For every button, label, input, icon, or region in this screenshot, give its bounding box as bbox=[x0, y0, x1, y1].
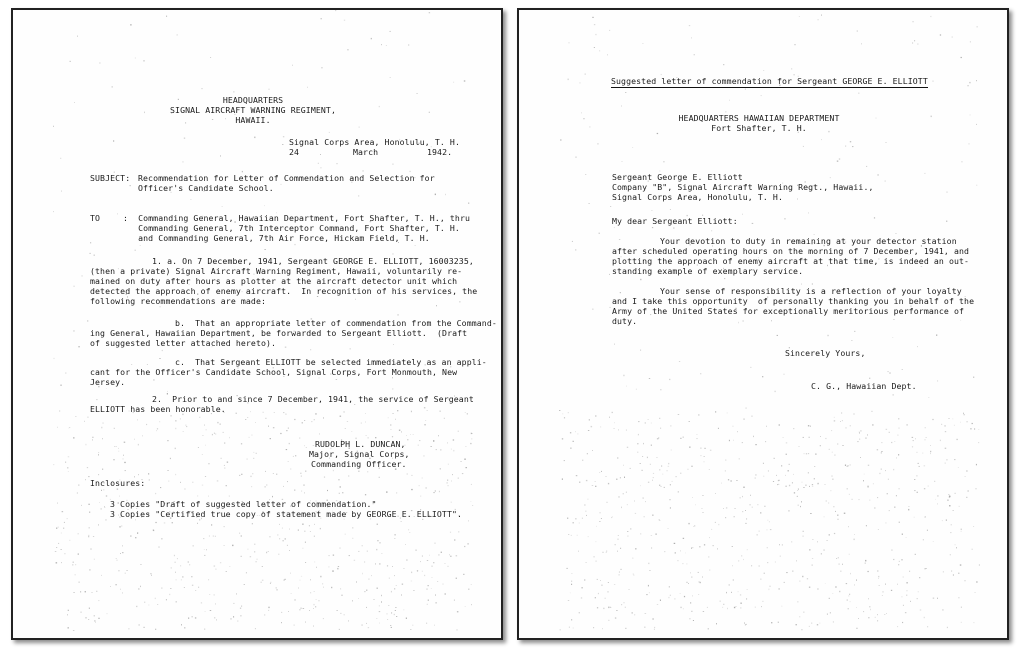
subject-line: Recommendation for Letter of Commendation and Selection for bbox=[138, 173, 435, 183]
address-line: Sergeant George E. Elliott bbox=[612, 172, 743, 182]
to-label: TO bbox=[90, 213, 101, 223]
paragraph-line: Jersey. bbox=[90, 377, 126, 387]
paragraph-line: detected the approach of enemy aircraft. In recognition of his services, the bbox=[90, 286, 478, 296]
paragraph-line: duty. bbox=[612, 316, 638, 326]
letter-date-year: 1942. bbox=[427, 147, 453, 157]
inclosures-label: Inclosures: bbox=[90, 478, 146, 488]
letterhead-line: Fort Shafter, T. H. bbox=[711, 123, 807, 133]
paragraph-line: of suggested letter attached hereto). bbox=[90, 338, 277, 348]
paragraph-line: plotting the approach of enemy aircraft at that time, is indeed an out- bbox=[612, 256, 970, 266]
scan-speckle-right bbox=[519, 10, 1007, 638]
subject-label: SUBJECT: bbox=[90, 173, 131, 183]
signature-line: RUDOLPH L. DUNCAN, bbox=[315, 439, 406, 449]
draft-heading: Suggested letter of commendation for Sergeant GEORGE E. ELLIOTT bbox=[611, 76, 928, 88]
letterhead-line: SIGNAL AIRCRAFT WARNING REGIMENT, bbox=[170, 105, 336, 115]
document-page-left bbox=[11, 8, 503, 640]
to-line: : Commanding General, Hawaiian Department, Fort Shafter, T. H., thru bbox=[123, 213, 471, 223]
paragraph-line: cant for the Officer's Candidate School, Signal Corps, Fort Monmouth, New bbox=[90, 367, 458, 377]
letter-date-day: 24 bbox=[289, 147, 300, 157]
paragraph-line: and I take this opportunity of personally thanking you in behalf of the bbox=[612, 296, 975, 306]
address-line: Company "B", Signal Aircraft Warning Regt., Hawaii., bbox=[612, 182, 874, 192]
paragraph-line: 1. a. On 7 December, 1941, Sergeant GEORGE E. ELLIOTT, 16003235, bbox=[152, 256, 474, 266]
paragraph-line: 2. Prior to and since 7 December, 1941, the service of Sergeant bbox=[152, 394, 474, 404]
letterhead-line: HEADQUARTERS bbox=[222, 95, 284, 105]
signature-line: Major, Signal Corps, bbox=[309, 449, 410, 459]
paragraph-line: ing General, Hawaiian Department, be forwarded to Sergeant Elliott. (Draft bbox=[90, 328, 468, 338]
paragraph-line: ELLIOTT has been honorable. bbox=[90, 404, 226, 414]
paragraph-line: Your sense of responsibility is a reflection of your loyalty bbox=[660, 286, 962, 296]
salutation: My dear Sergeant Elliott: bbox=[612, 216, 738, 226]
address-line: Signal Corps Area, Honolulu, T. H. bbox=[612, 192, 783, 202]
paragraph-line: mained on duty after hours as plotter at the aircraft detector unit which bbox=[90, 276, 458, 286]
subject-line: Officer's Candidate School. bbox=[138, 183, 274, 193]
to-line: and Commanding General, 7th Air Force, Hickam Field, T. H. bbox=[123, 233, 430, 243]
closing: Sincerely Yours, bbox=[785, 348, 866, 358]
letterhead-line: HAWAII. bbox=[235, 115, 271, 125]
to-line: Commanding General, 7th Interceptor Command, Fort Shafter, T. H. bbox=[123, 223, 460, 233]
paragraph-line: c. That Sergeant ELLIOTT be selected immediately as an appli- bbox=[175, 357, 487, 367]
paragraph-line: Army of the United States for exceptionally meritorious performance of bbox=[612, 306, 965, 316]
signoff: C. G., Hawaiian Dept. bbox=[811, 381, 917, 391]
paragraph-line: following recommendations are made: bbox=[90, 296, 267, 306]
paragraph-line: b. That an appropriate letter of commendation from the Command- bbox=[175, 318, 497, 328]
paragraph-line: (then a private) Signal Aircraft Warning Regiment, Hawaii, voluntarily re- bbox=[90, 266, 463, 276]
paragraph-line: after scheduled operating hours on the morning of 7 December, 1941, and bbox=[612, 246, 970, 256]
inclosure-item: 3 Copies "Certified true copy of statement made by GEORGE E. ELLIOTT". bbox=[110, 509, 463, 519]
document-page-right bbox=[517, 8, 1009, 640]
inclosure-item: 3 Copies "Draft of suggested letter of commendation." bbox=[110, 499, 377, 509]
paragraph-line: Your devotion to duty in remaining at your detector station bbox=[660, 236, 957, 246]
letter-date-month: March bbox=[353, 147, 379, 157]
letterhead-line: HEADQUARTERS HAWAIIAN DEPARTMENT bbox=[678, 113, 840, 123]
letter-place: Signal Corps Area, Honolulu, T. H. bbox=[289, 137, 460, 147]
signature-line: Commanding Officer. bbox=[311, 459, 407, 469]
paragraph-line: standing example of exemplary service. bbox=[612, 266, 804, 276]
